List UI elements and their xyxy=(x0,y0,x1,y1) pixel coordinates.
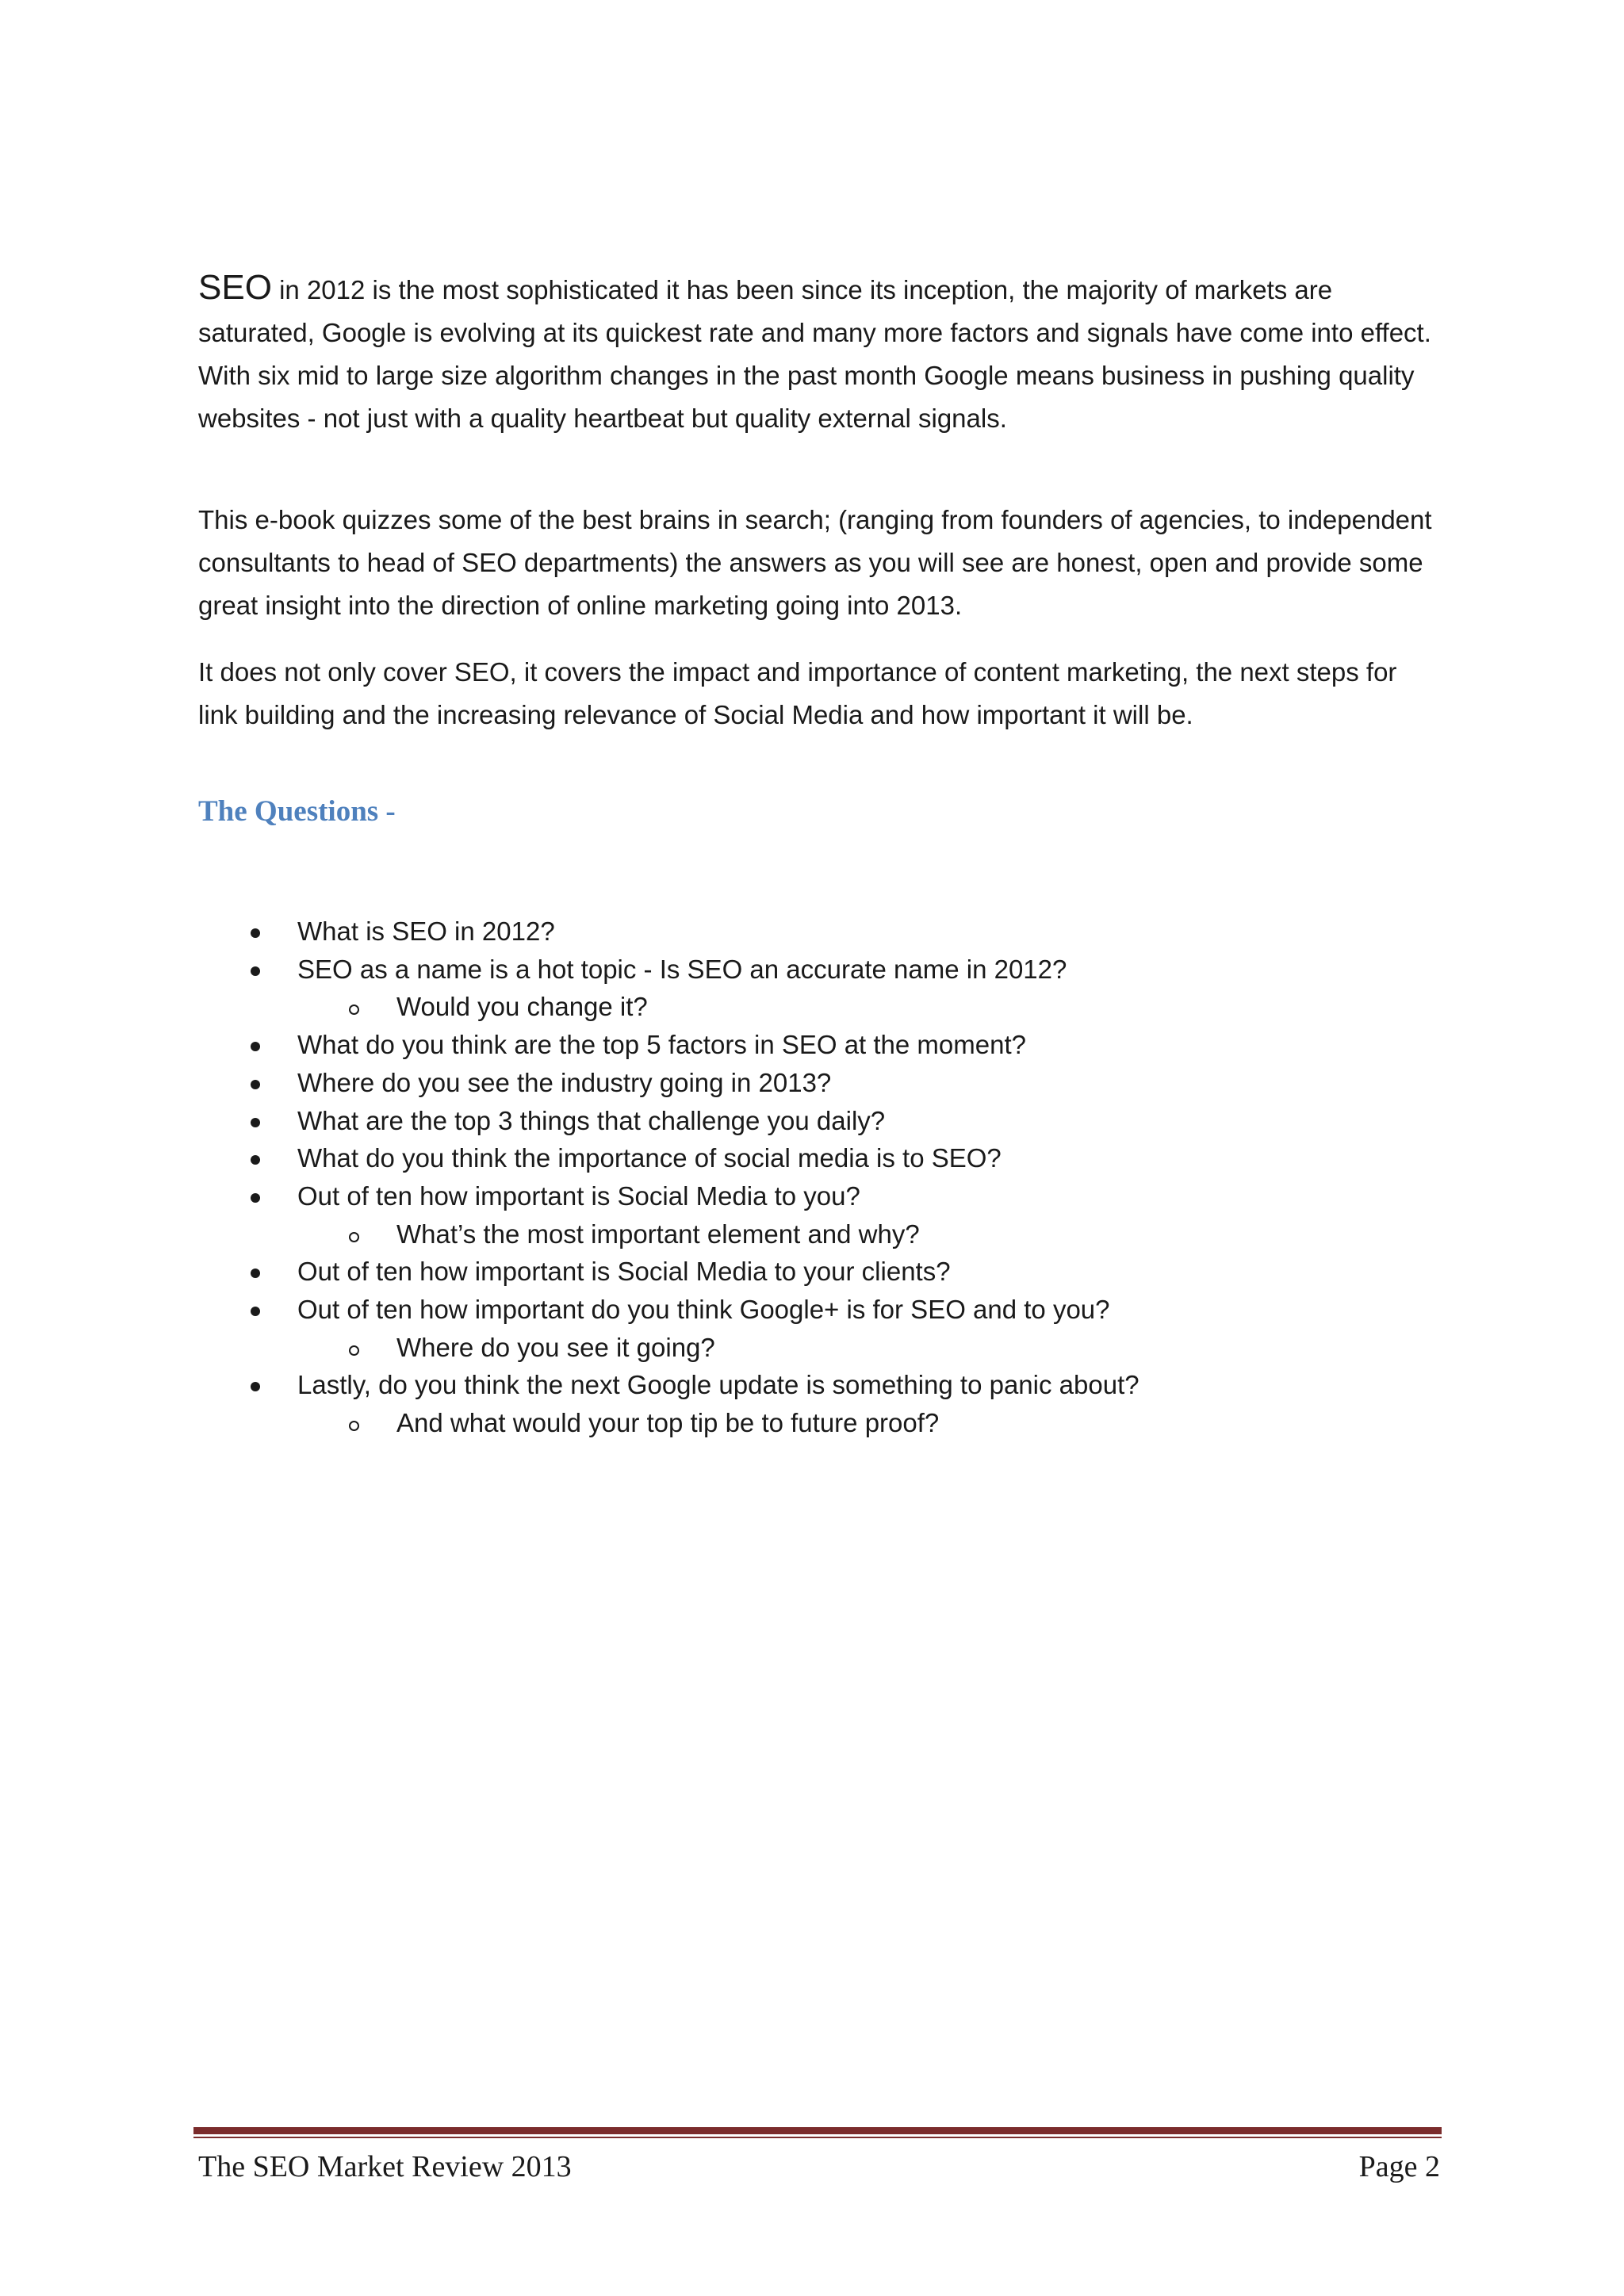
question-text: Out of ten how important is Social Media to you? xyxy=(297,1181,860,1211)
bullet-icon xyxy=(251,1155,260,1165)
question-text: Where do you see the industry going in 2013? xyxy=(297,1067,832,1097)
bullet-icon xyxy=(251,1269,260,1278)
footer-page-number: Page 2 xyxy=(1358,2150,1440,2183)
footer-divider-thick xyxy=(193,2127,1442,2134)
question-item xyxy=(198,1064,1443,1102)
question-text: Lastly, do you think the next Google update is something to panic about? xyxy=(297,1370,1139,1400)
question-item xyxy=(198,1291,1443,1329)
question-text: What are the top 3 things that challenge you daily? xyxy=(297,1105,886,1135)
bullet-icon xyxy=(251,1080,260,1089)
question-item xyxy=(198,1026,1443,1064)
question-item xyxy=(198,1177,1443,1215)
bullet-icon xyxy=(251,1042,260,1051)
bullet-icon xyxy=(251,1307,260,1316)
question-text: Out of ten how important is Social Media to your clients? xyxy=(297,1257,951,1287)
intro-paragraph-1-text: in 2012 is the most sophisticated it has been since its inception, the majority of markets are saturated, Google is evolving at its quickest rate and many more factors and signals have come into effect. With six mid to large size algorithm changes in the past month Google means business in pushing quality websites - not just with a quality heartbeat but quality external signals. xyxy=(198,275,1431,433)
question-item xyxy=(198,951,1443,989)
questions-list xyxy=(198,913,1443,1442)
question-item xyxy=(198,1102,1443,1140)
hollow-bullet-icon xyxy=(349,1232,359,1242)
questions-heading: The Questions - xyxy=(198,795,396,828)
question-item xyxy=(198,913,1443,951)
bullet-icon xyxy=(251,928,260,938)
hollow-bullet-icon xyxy=(349,1421,359,1431)
sub-question-item xyxy=(198,1404,1443,1442)
intro-paragraph-3: It does not only cover SEO, it covers the impact and importance of content marketing, the next steps for link building and the increasing relevance of Social Media and how important it will be. xyxy=(198,657,1397,729)
hollow-bullet-icon xyxy=(349,1345,359,1356)
question-text: What do you think the importance of social media is to SEO? xyxy=(297,1143,1002,1173)
intro-lead-word: SEO xyxy=(198,268,272,307)
sub-question-item xyxy=(198,1329,1443,1367)
sub-question-text: Would you change it? xyxy=(396,992,648,1022)
question-item xyxy=(198,1139,1443,1177)
bullet-icon xyxy=(251,1193,260,1203)
bullet-icon xyxy=(251,966,260,976)
page-content xyxy=(198,266,1443,1442)
footer-divider-thin xyxy=(193,2137,1442,2138)
question-text: Out of ten how important do you think Google+ is for SEO and to you? xyxy=(297,1295,1110,1325)
intro-paragraph-2: This e-book quizzes some of the best brains in search; (ranging from founders of agencies, to independent consultants to head of SEO departments) the answers as you will see are honest, open and provide some great insight into the direction of online marketing going into 2013. xyxy=(198,505,1432,620)
sub-question-item xyxy=(198,988,1443,1026)
footer-document-title: The SEO Market Review 2013 xyxy=(198,2150,572,2183)
question-item xyxy=(198,1253,1443,1291)
sub-question-text: What’s the most important element and why? xyxy=(396,1219,920,1249)
sub-question-text: Where do you see it going? xyxy=(396,1332,715,1362)
hollow-bullet-icon xyxy=(349,1004,359,1015)
question-item xyxy=(198,1366,1443,1404)
question-text: SEO as a name is a hot topic - Is SEO an accurate name in 2012? xyxy=(297,954,1067,984)
sub-question-item xyxy=(198,1215,1443,1253)
question-text: What is SEO in 2012? xyxy=(297,916,555,946)
bullet-icon xyxy=(251,1382,260,1391)
sub-question-text: And what would your top tip be to future proof? xyxy=(396,1408,940,1438)
bullet-icon xyxy=(251,1118,260,1127)
question-text: What do you think are the top 5 factors in SEO at the moment? xyxy=(297,1030,1026,1060)
intro-paragraph-1 xyxy=(198,266,1443,440)
